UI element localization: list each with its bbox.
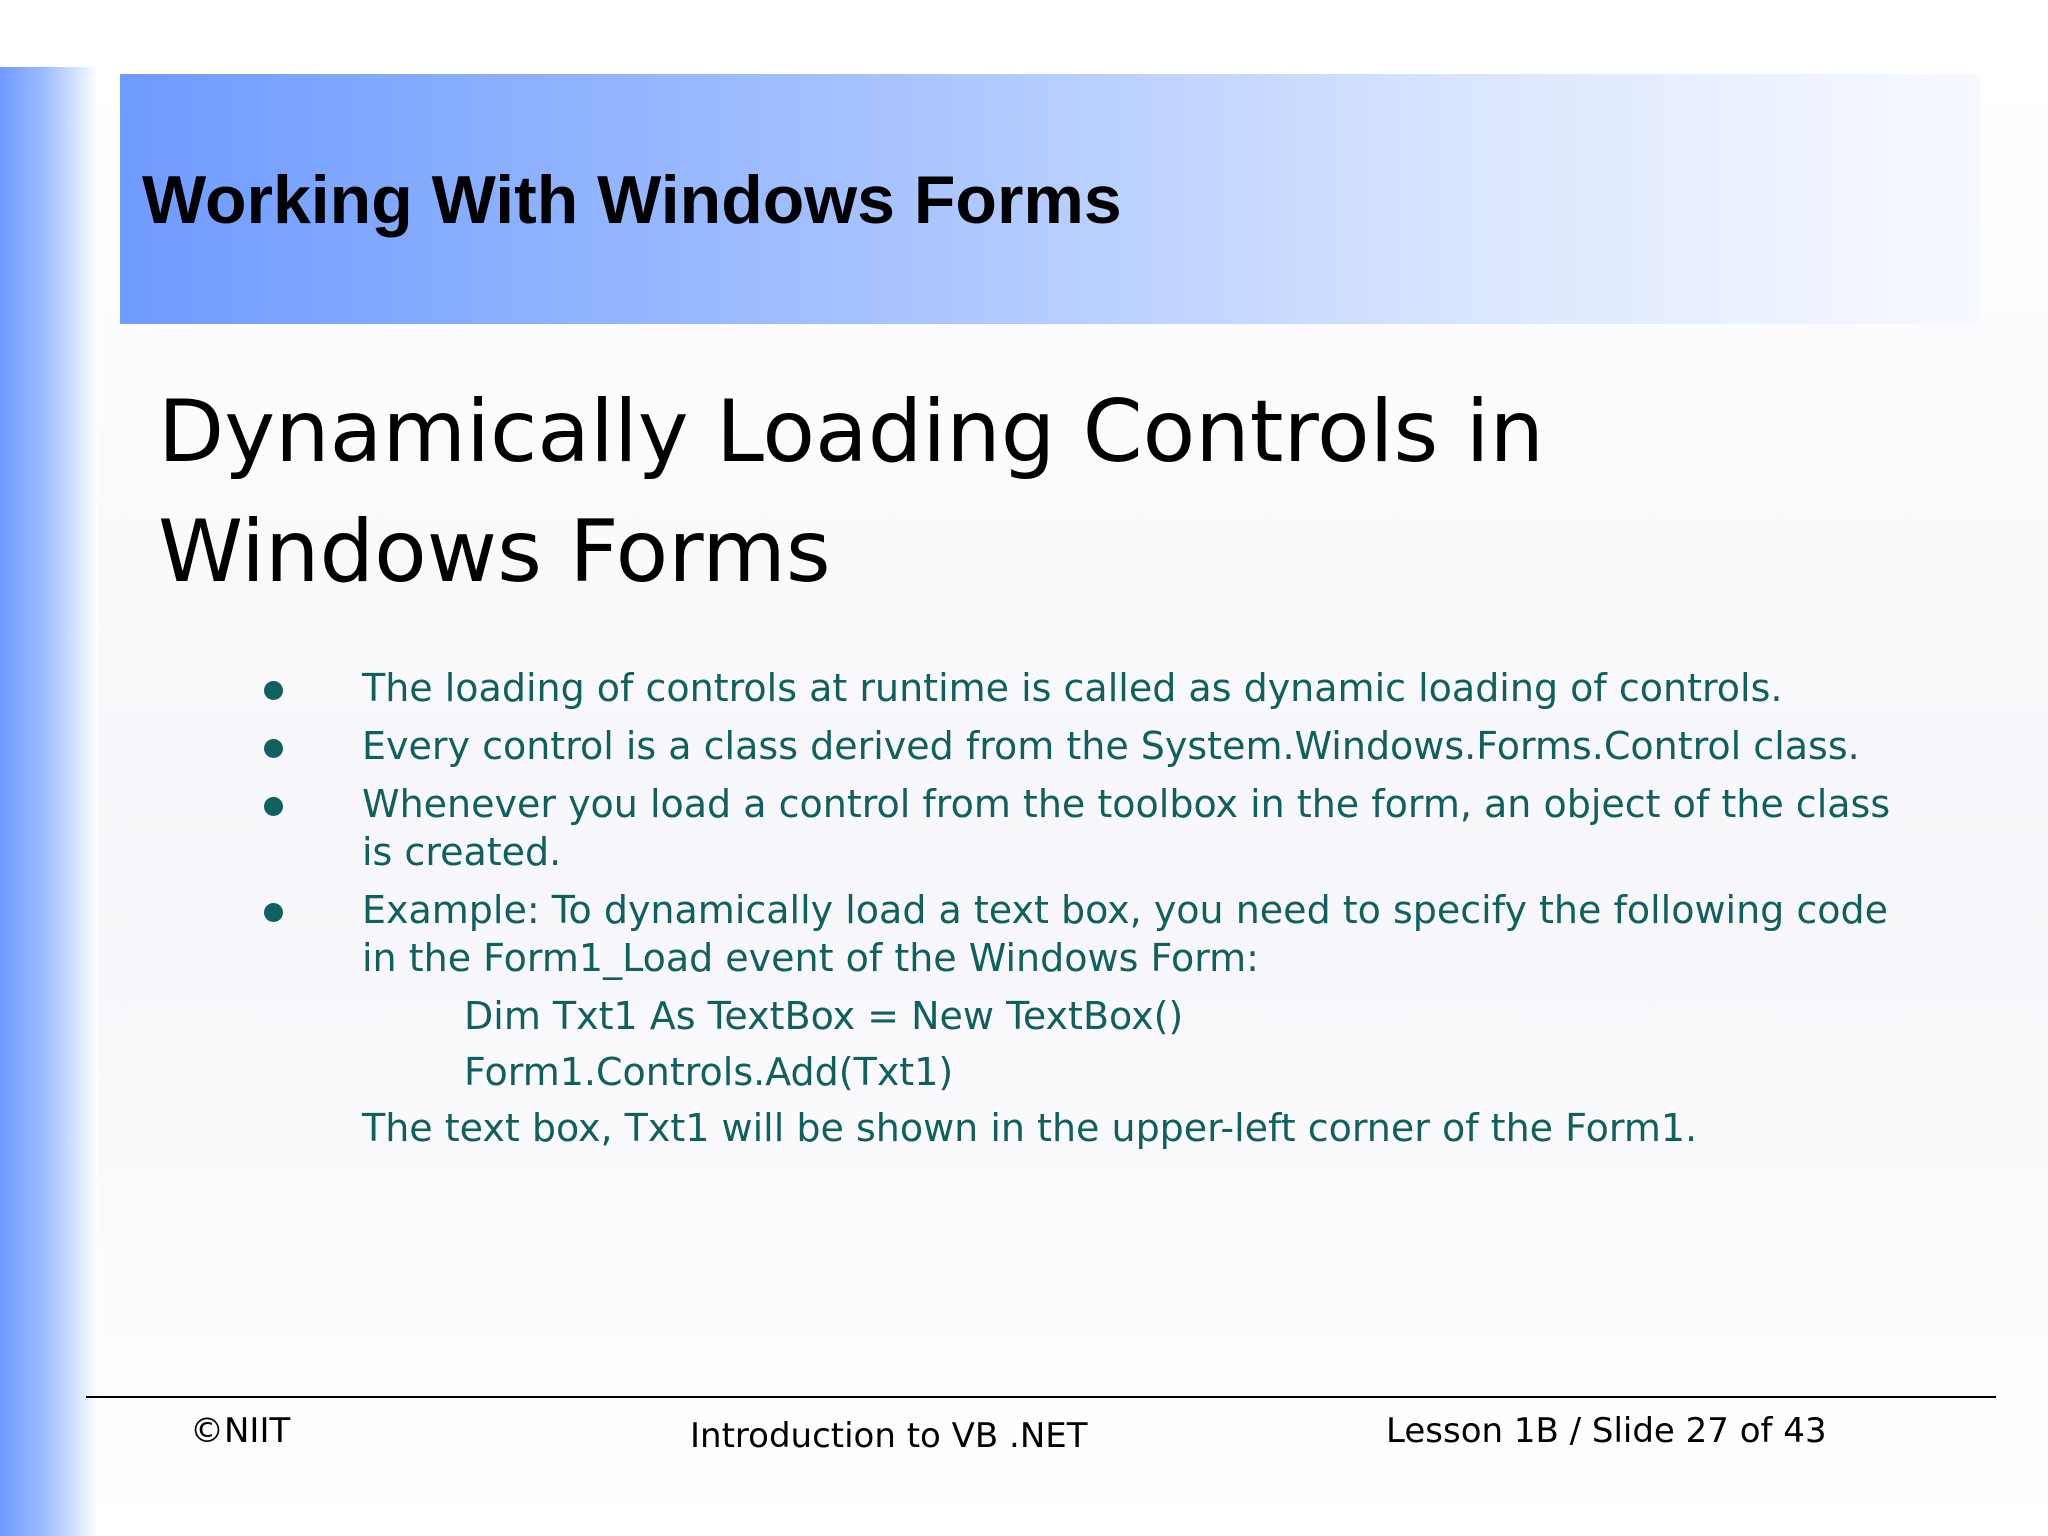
footer-copyright: ©NIIT xyxy=(190,1411,291,1451)
header-title: Working With Windows Forms xyxy=(142,162,1122,238)
bullet-dot-icon xyxy=(264,797,283,816)
bullet-item xyxy=(252,722,1902,770)
code-line: Form1.Controls.Add(Txt1) xyxy=(464,1050,954,1094)
bullet-dot-icon xyxy=(264,681,283,700)
bullet-text: Every control is a class derived from the System.Windows.Forms.Control class. xyxy=(362,724,1860,768)
slide-title: Dynamically Loading Controls in Windows Forms xyxy=(158,382,1545,602)
explanation-text: The text box, Txt1 will be shown in the upper-left corner of the Form1. xyxy=(362,1106,1698,1150)
bullet-text: Whenever you load a control from the toolbox in the form, an object of the class is created. xyxy=(362,782,1891,874)
code-line: Dim Txt1 As TextBox = New TextBox() xyxy=(464,994,1184,1038)
bullet-item xyxy=(252,780,1902,876)
footer-course-title: Introduction to VB .NET xyxy=(690,1416,1088,1456)
left-decorative-bar xyxy=(0,67,98,1536)
bullet-item xyxy=(252,664,1902,712)
bullet-text: Example: To dynamically load a text box, you need to specify the following code in the Form1_Load event of the Windows Form: xyxy=(362,888,1889,980)
bullet-dot-icon xyxy=(264,903,283,922)
bullet-list xyxy=(252,664,1902,1152)
bullet-dot-icon xyxy=(264,739,283,758)
footer-divider xyxy=(86,1396,1996,1398)
footer-slide-number: Lesson 1B / Slide 27 of 43 xyxy=(1386,1411,1827,1451)
bullet-text: The loading of controls at runtime is called as dynamic loading of controls. xyxy=(362,666,1783,710)
bullet-item xyxy=(252,886,1902,982)
